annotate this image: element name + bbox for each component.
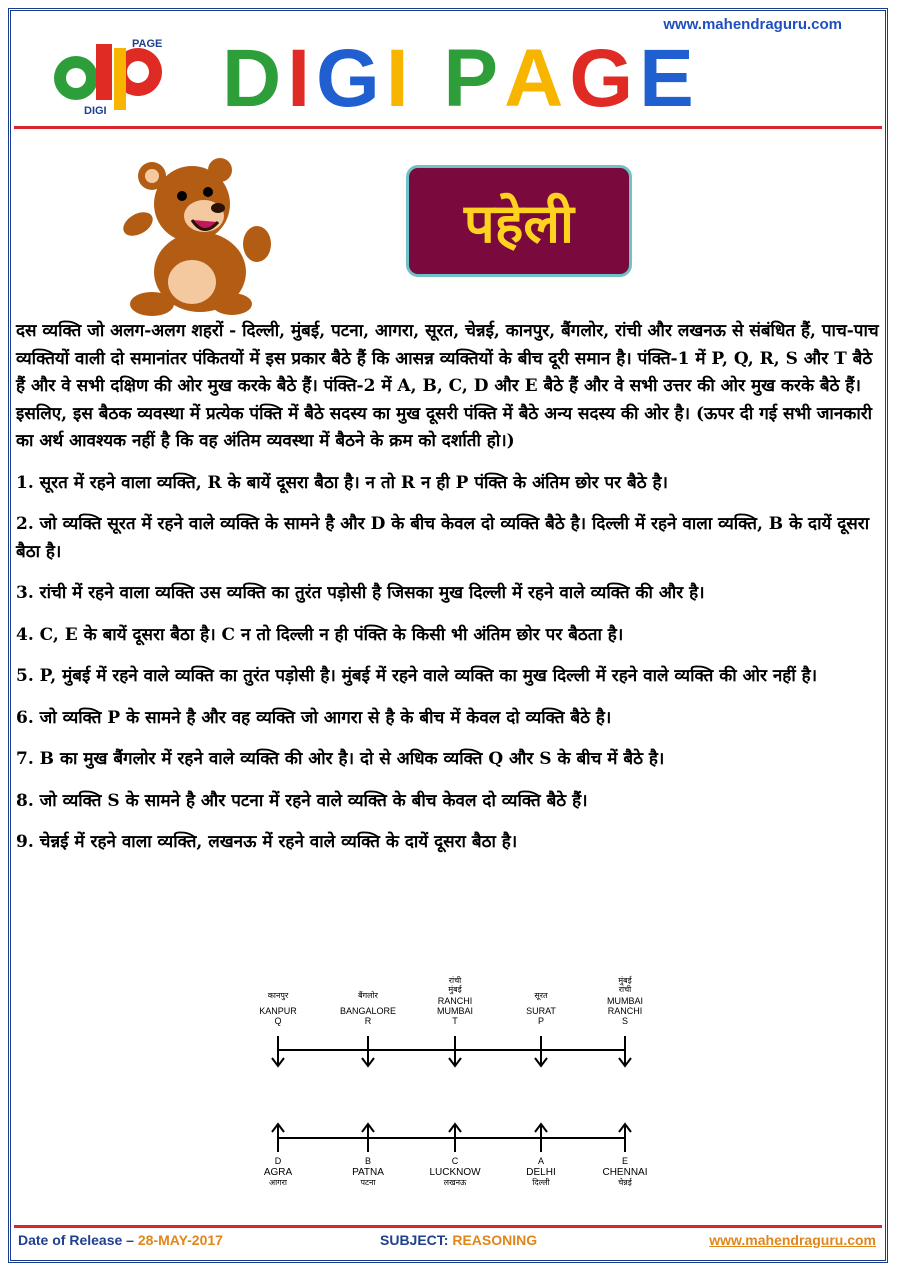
row2-city: LUCKNOW — [429, 1167, 481, 1178]
row2-city: CHENNAI — [602, 1167, 648, 1178]
row2-hindi: आगरा — [268, 1178, 288, 1187]
date-value: 28-MAY-2017 — [137, 1232, 223, 1248]
row2-city: AGRA — [263, 1167, 293, 1178]
row1-hindi: सूरत — [534, 991, 548, 1000]
row2-letter: A — [537, 1156, 545, 1166]
row1-hindi: बैंगलोर — [358, 991, 378, 1000]
subject-label: SUBJECT: — [380, 1232, 449, 1248]
row1-city: BANGALORE — [339, 1006, 397, 1016]
footer-divider — [14, 1225, 882, 1228]
row2-letter: C — [451, 1156, 459, 1166]
clue-6: 6. जो व्यक्ति P के सामने है और वह व्यक्ति जो आगरा से है के बीच में केवल दो व्यक्ति बैठे है। — [16, 707, 612, 728]
banner-letter: G — [316, 33, 386, 124]
clue-8: 8. जो व्यक्ति S के सामने है और पटना में रहने वाले व्यक्ति के बीच केवल दो व्यक्ति बैठे हैं। — [16, 790, 588, 811]
clue-3: 3. रांची में रहने वाला व्यक्ति उस व्यक्ति का तुरंत पड़ोसी है जिसका मुख दिल्ली में रहने वाले व्यक्ति की और है। — [16, 583, 705, 603]
logo-page-text: PAGE — [132, 38, 163, 50]
row2-hindi: पटना — [360, 1178, 376, 1187]
row2-letter: B — [364, 1156, 372, 1166]
banner-letter — [415, 38, 444, 120]
row2-letter: E — [621, 1156, 629, 1166]
row2-letter: D — [274, 1156, 282, 1166]
row1-city-top: MUMBAI — [607, 996, 643, 1006]
row1-hindi: रांची — [618, 985, 632, 994]
banner-title — [222, 33, 700, 124]
row2-city: PATNA — [352, 1167, 384, 1178]
row2-hindi: चेन्नई — [618, 1178, 632, 1187]
row1-letter: S — [621, 1016, 629, 1026]
subject — [380, 1232, 537, 1248]
row2-city: DELHI — [526, 1167, 556, 1178]
clue-5: 5. P, मुंबई में रहने वाले व्यक्ति का तुरंत पड़ोसी है। मुंबई में रहने वाले व्यक्ति का मुख दिल्ली में रहने वाले व्यक्ति की ओर नहीं है। — [16, 666, 818, 686]
row1-letter: R — [364, 1016, 372, 1026]
row1-city: SURAT — [526, 1006, 556, 1016]
clue-7: 7. B का मुख बैंगलोर में रहने वाले व्यक्ति की ओर है। दो से अधिक व्यक्ति Q और S के बीच में बैठे है। — [16, 749, 665, 769]
row2-hindi: दिल्ली — [532, 1178, 550, 1187]
banner-letter: G — [569, 33, 640, 124]
banner-letter: I — [385, 33, 415, 124]
row1-city: MUMBAI — [437, 1006, 473, 1016]
puzzle-title: पहेली — [464, 192, 574, 255]
banner-letter: A — [504, 33, 570, 124]
seating-arrangement-diagram — [240, 970, 670, 1195]
footer-site-link[interactable]: www.mahendraguru.com — [709, 1232, 876, 1248]
row1-letter: Q — [274, 1016, 282, 1026]
intro-paragraph: दस व्यक्ति जो अलग-अलग शहरों - दिल्ली, मुंबई, पटना, आगरा, सूरत, चेन्नई, कानपुर, बैंगलोर, रांची और लखनऊ से संबंधित हैं, पाच-पाच व्यक्तियों वाली दो समानांतर पंकितयों में इस प्रकार बैठे हैं कि आसन्न व्यक्तियों के बीच दूरी समान है। पंक्ति-1 में P, Q, R, S और T बैठे हैं और वे सभी दक्षिण की ओर मुख करके बैठे हैं। पंक्ति-2 में A, B, C, D और E बैठे हैं और वे सभी उत्तर की ओर मुख करके बैठे हैं। इसलिए, इस बैठक व्यवस्था में प्रत्येक पंक्ति में बैठे सदस्य का मुख दूसरी पंक्ति में बैठे अन्य सदस्य की ओर है। (ऊपर दी गई सभी जानकारी का अर्थ आवश्यक नहीं है कि वह अंतिम व्यवस्था में बैठने के क्रम को दर्शाती हो।) — [16, 321, 879, 451]
banner-letter: P — [443, 33, 505, 124]
row1-city: KANPUR — [259, 1006, 297, 1016]
logo-digi-text: DIGI — [84, 105, 107, 116]
release-date — [18, 1232, 223, 1248]
clue-1: 1. सूरत में रहने वाला व्यक्ति, R के बायें दूसरा बैठा है। न तो R न ही P पंक्ति के अंतिम छोर पर बैठे है। — [16, 472, 668, 493]
subject-value: REASONING — [452, 1232, 538, 1248]
row1-hindi-top: मुंबई — [618, 976, 632, 985]
row2-hindi: लखनऊ — [443, 1178, 467, 1187]
banner-letter: D — [222, 33, 288, 124]
puzzle-title-box — [406, 165, 632, 277]
date-label: Date of Release – — [18, 1232, 134, 1248]
row1-hindi-top: रांची — [448, 976, 462, 985]
row1-letter: P — [537, 1016, 545, 1026]
clue-4: 4. C, E के बायें दूसरा बैठा है। C न तो दिल्ली न ही पंक्ति के किसी भी अंतिम छोर पर बैठता है। — [16, 624, 624, 645]
banner-letter: I — [287, 33, 317, 124]
row1-city: RANCHI — [607, 1006, 643, 1016]
clue-2: 2. जो व्यक्ति सूरत में रहने वाले व्यक्ति के सामने है और D के बीच केवल दो व्यक्ति बैठे है। दिल्ली में रहने वाला व्यक्ति, B के दायें दूसरा बैठा है। — [16, 514, 870, 562]
row1-city-top: RANCHI — [437, 996, 473, 1006]
header-divider — [14, 126, 882, 129]
clue-9: 9. चेन्नई में रहने वाला व्यक्ति, लखनऊ में रहने वाले व्यक्ति के दायें दूसरा बैठा है। — [16, 832, 518, 852]
teddy-bear-illustration — [122, 154, 272, 316]
digi-page-logo — [46, 38, 176, 116]
header-site-link[interactable]: www.mahendraguru.com — [663, 16, 842, 33]
banner-letter: E — [639, 33, 700, 124]
row1-letter: T — [452, 1016, 458, 1026]
row1-hindi: मुंबई — [448, 985, 462, 994]
row1-hindi: कानपुर — [267, 991, 289, 1000]
puzzle-content — [16, 318, 884, 857]
